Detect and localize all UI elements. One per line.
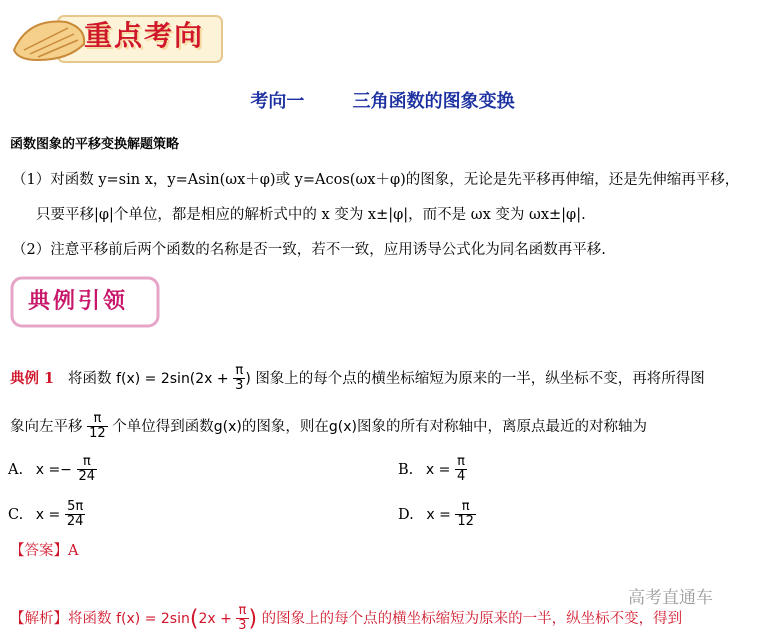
g-of-x: g(x)	[213, 418, 242, 435]
option-d[interactable]	[398, 500, 476, 530]
frac-num: π	[77, 455, 98, 470]
function-f	[116, 363, 255, 394]
explanation-rest: 的图象上的每个点的横坐标缩短为原来的一半，纵坐标不变，得到	[261, 610, 683, 627]
option-d-label: D.	[398, 506, 414, 523]
explanation-label: 【解析】将函数	[10, 610, 112, 627]
g-of-x: g(x)	[328, 418, 357, 435]
example-text-d: 个单位得到函数	[112, 418, 214, 435]
pi-over-3	[233, 364, 245, 394]
option-c-frac	[65, 500, 86, 530]
example-text-f: 图象的所有对称轴中，离原点最近的对称轴为	[356, 418, 647, 435]
frac-num: π	[236, 604, 248, 619]
example-text-c: 象向左平移	[10, 418, 83, 435]
example-text-a: 将函数	[67, 370, 112, 387]
option-c-label: C.	[8, 506, 24, 523]
option-c-expr: x =	[35, 506, 61, 523]
option-b[interactable]	[398, 455, 467, 485]
big-paren-left: (	[189, 606, 199, 632]
answer: 【答案】A	[10, 543, 79, 559]
frac-den: 3	[238, 618, 247, 634]
explanation-function	[116, 603, 261, 634]
example-text-e: 的图象，则在	[241, 418, 329, 435]
watermark: 高考直通车	[628, 588, 713, 608]
option-b-frac	[455, 455, 467, 485]
option-a-label: A.	[8, 461, 24, 478]
frac-num: 5π	[65, 500, 86, 515]
option-b-expr: x =	[425, 461, 451, 478]
frac-den: 3	[235, 378, 244, 394]
frac-den: 12	[89, 426, 106, 442]
big-paren-right: )	[248, 606, 258, 632]
strategy-title: 函数图象的平移变换解题策略	[10, 137, 180, 152]
option-b-label: B.	[398, 461, 414, 478]
frac-num: π	[455, 500, 476, 515]
explanation-inner: 2x +	[198, 610, 237, 627]
example-label: 典例 1	[10, 369, 55, 387]
frac-num: π	[233, 364, 245, 379]
strategy-point-1-cont: 只要平移|φ|个单位，都是相应的解析式中的 x 变为 x±|φ|，而不是 ωx 变为 ωx±|φ|.	[36, 207, 586, 223]
example-question-line-2	[10, 412, 647, 442]
pi-over-12	[87, 412, 108, 442]
frac-den: 12	[457, 514, 474, 530]
frac-den: 24	[78, 469, 96, 485]
option-a-frac	[77, 455, 98, 485]
frac-num: π	[87, 412, 108, 427]
function-f-body: f(x) = 2sin(2x +	[116, 370, 234, 387]
frac-num: π	[455, 455, 467, 470]
option-a-expr: x =−	[35, 461, 72, 478]
option-d-expr: x =	[426, 506, 451, 523]
option-c[interactable]	[8, 500, 85, 530]
frac-den: 4	[456, 469, 466, 485]
example-text-b: 图象上的每个点的横坐标缩短为原来的一半，纵坐标不变，再将所得图	[255, 370, 705, 387]
option-d-frac	[455, 500, 476, 530]
frac-den: 24	[66, 514, 84, 530]
example-question-line-1	[10, 364, 705, 394]
option-a[interactable]	[8, 455, 97, 485]
example-banner-title: 典例引领	[28, 289, 129, 314]
explanation-func-body: f(x) = 2sin	[116, 610, 190, 627]
function-f-close: )	[245, 370, 251, 387]
explanation-line	[10, 604, 682, 634]
strategy-point-1: （1）对函数 y=sin x，y=Asin(ωx＋φ)或 y=Acos(ωx＋φ)的图象，无论是先平移再伸缩，还是先伸缩再平移，	[12, 172, 740, 188]
section-title: 考向一 三角函数的图象变换	[250, 91, 515, 112]
banner-title: 重点考向	[84, 19, 205, 52]
strategy-point-2: （2）注意平移前后两个函数的名称是否一致，若不一致，应用诱导公式化为同名函数再平移.	[12, 242, 606, 258]
explanation-frac	[236, 604, 248, 634]
